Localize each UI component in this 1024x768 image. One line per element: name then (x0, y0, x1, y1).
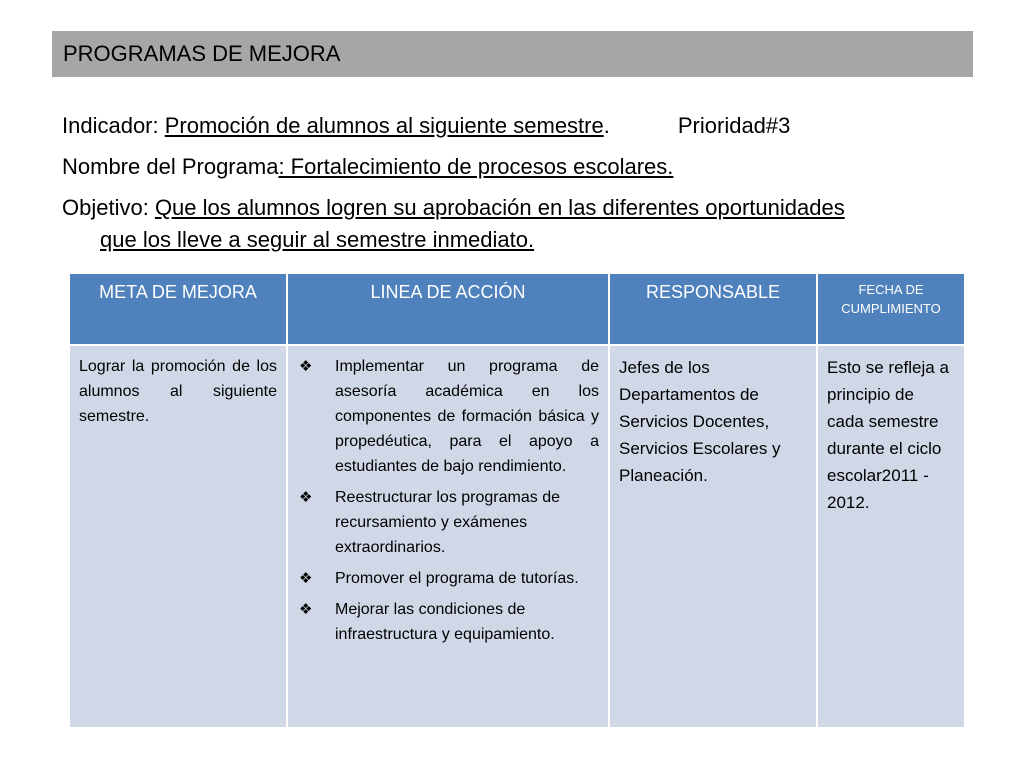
list-item (297, 566, 599, 591)
objetivo-line (62, 192, 860, 256)
action-text: Implementar un programa de asesoría académica en los componentes de formación básica y propedéutica, para el apoyo a estudiantes de bajo rendimiento. (335, 358, 599, 475)
programa-value: : Fortalecimiento de procesos escolares. (278, 154, 674, 179)
indicador-label: Indicador: (62, 113, 165, 138)
action-list (297, 354, 599, 647)
programa-line (62, 151, 962, 182)
programa-label: Nombre del Programa (62, 154, 279, 179)
diamond-bullet-icon: ❖ (299, 570, 313, 587)
objetivo-value: Que los alumnos logren su aprobación en las diferentes oportunidades que los lleve a seguir al semestre inmediato. (100, 195, 845, 252)
list-item (297, 485, 599, 560)
responsable-cell: Jefes de los Departamentos de Servicios Docentes, Servicios Escolares y Planeación. (609, 345, 817, 728)
list-item (297, 354, 599, 479)
objetivo-label: Objetivo: (62, 195, 155, 220)
prioridad: Prioridad#3 (677, 113, 791, 138)
program-info (62, 110, 962, 256)
indicador-value: Promoción de alumnos al siguiente semestre (164, 113, 604, 138)
list-item (297, 597, 599, 647)
action-text: Reestructurar los programas de recursamiento y exámenes extraordinarios. (335, 489, 560, 556)
action-text: Promover el programa de tutorías. (335, 570, 579, 587)
table-row (69, 345, 965, 728)
acciones-cell (287, 345, 609, 728)
diamond-bullet-icon: ❖ (299, 601, 313, 618)
meta-cell: Lograr la promoción de los alumnos al siguiente semestre. (69, 345, 287, 728)
header-fecha: FECHA DE CUMPLIMIENTO (817, 273, 965, 345)
indicador-line (62, 110, 962, 141)
header-linea: LINEA DE ACCIÓN (287, 273, 609, 345)
diamond-bullet-icon: ❖ (299, 489, 313, 506)
diamond-bullet-icon: ❖ (299, 358, 313, 375)
improvement-plan-table (68, 272, 966, 729)
header-responsable: RESPONSABLE (609, 273, 817, 345)
action-text: Mejorar las condiciones de infraestructura y equipamiento. (335, 601, 555, 643)
fecha-cell: Esto se refleja a principio de cada semestre durante el ciclo escolar2011 - 2012. (817, 345, 965, 728)
title-bar (52, 31, 973, 77)
header-meta: META DE MEJORA (69, 273, 287, 345)
table-header-row (69, 273, 965, 345)
page-title: PROGRAMAS DE MEJORA (63, 41, 341, 66)
indicador-dot: . (603, 113, 610, 138)
